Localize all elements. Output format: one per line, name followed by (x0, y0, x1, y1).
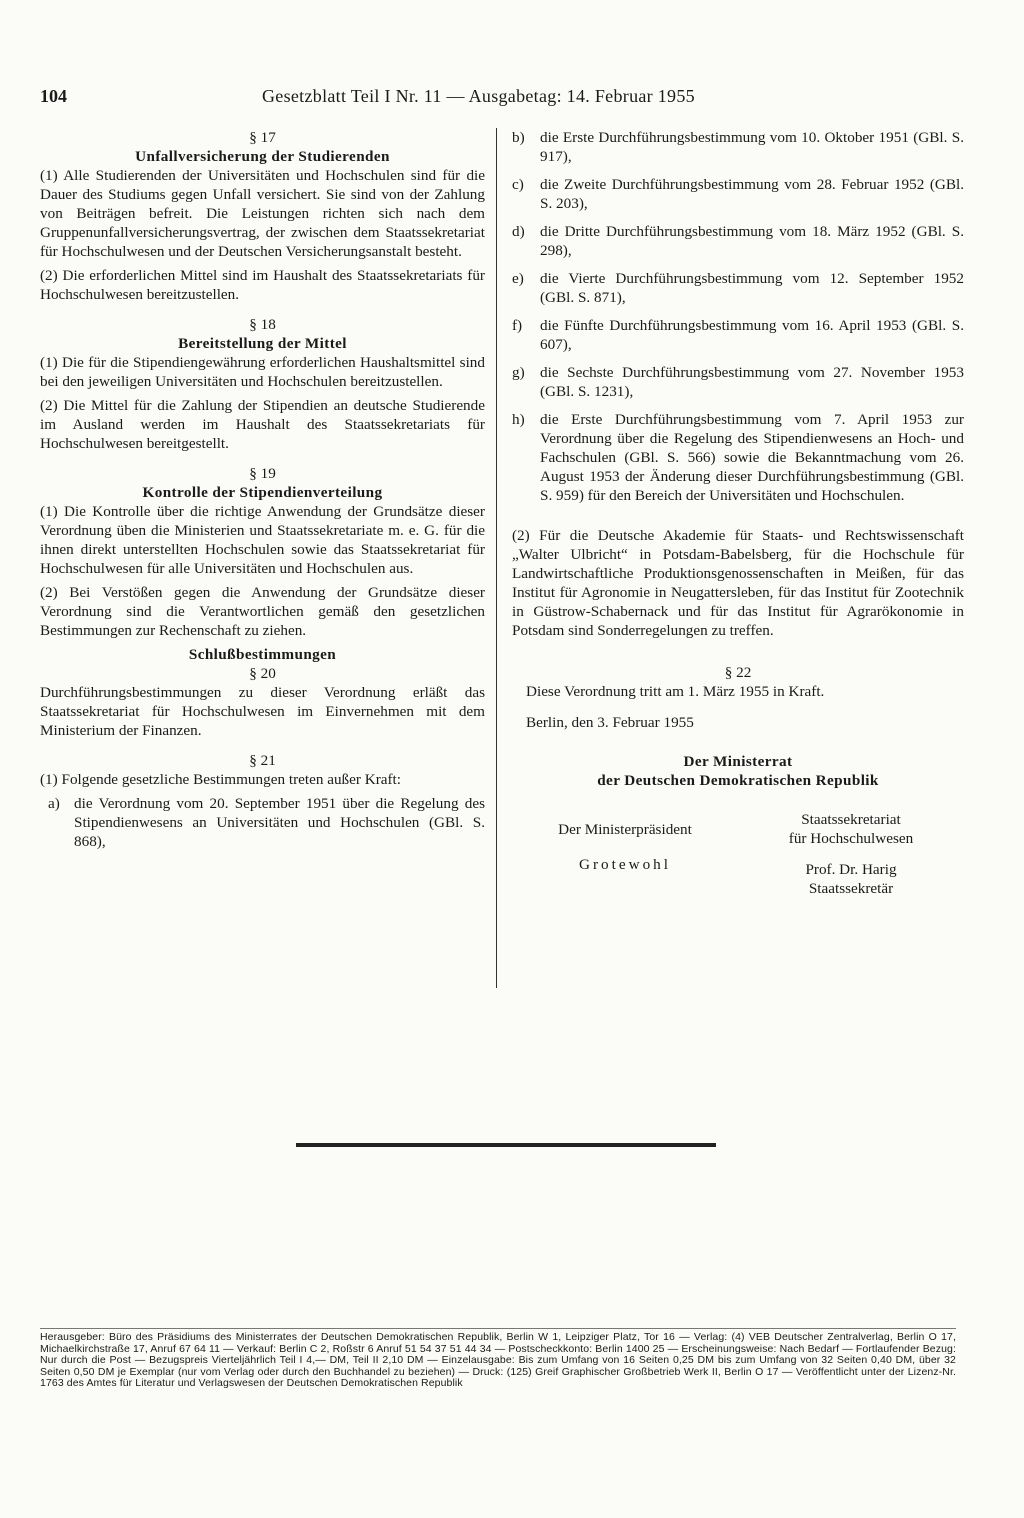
list-item-text: die Sechste Durchführungsbestimmung vom 27. November 1953 (GBl. S. 1231), (540, 364, 964, 400)
secretary-role: Staatssekretär (808, 880, 894, 897)
list-item-c (512, 175, 964, 213)
section-18-number: § 18 (249, 316, 276, 333)
final-provisions-heading: Schlußbestimmungen (188, 646, 337, 663)
imprint: Herausgeber: Büro des Präsidiums des Ministerrates der Deutschen Demokratischen Republik, Berlin W 1, Leipziger Platz, Tor 16 — Verlag: (4) VEB Deutscher Zentralverlag, Berlin O 17, Michaelkirchstraße 17, Anruf 67 64 11 — Verkauf: Berlin C 2, Roßstr 6 Anruf 51 54 37 51 44 34 — Postscheckkonto: Berlin 1400 25 — Erscheinungsweise: Nach Bedarf — Fortlaufender Bezug: Nur durch die Post — Bezugspreis Vierteljährlich Teil I 4,— DM, Teil II 2,10 DM — Einzelausgabe: Bis zum Umfang von 16 Seiten 0,25 DM bis zum Umfang von 32 Seiten 0,40 DM, über 32 Seiten 0,50 DM je Exemplar (nur vom Verlag oder durch den Buchhandel zu beziehen) — Druck: (125) Greif Graphischer Großbetrieb Werk II, Berlin O 17 — Veröffentlicht unter der Lizenz-Nr. 1763 des Amtes für Literatur und Verlagswesen der Deutschen Demokratischen Republik (40, 1331, 956, 1390)
signature-left (512, 810, 738, 898)
right-column (512, 128, 964, 898)
decorative-rule (296, 1143, 716, 1147)
list-item-f (512, 316, 964, 354)
column-divider (496, 128, 497, 988)
secretary-name: Prof. Dr. Harig (805, 861, 897, 878)
list-item-text: die Vierte Durchführungsbestimmung vom 12. September 1952 (GBl. S. 871), (540, 270, 964, 306)
council-line-1: Der Ministerrat (683, 753, 793, 770)
list-item-a (40, 794, 485, 851)
list-item-label: f) (512, 317, 523, 334)
list-item-g (512, 363, 964, 401)
page-header (40, 86, 780, 112)
place-date: Berlin, den 3. Februar 1955 (526, 714, 694, 731)
section-21-paragraph-2: (2) Für die Deutsche Akademie für Staats- und Rechtswissenschaft „Walter Ulbricht“ in Potsdam-Babelsberg, für die Hochschule für Landwirtschaftliche Produktionsgenossenschaften in Meißen, für das Institut für Agronomie in Neugattersleben, für das Institut für Zootechnik in Güstrow-Schabernack und für das Institut für Agrarökonomie in Potsdam sind Sonderregelungen zu treffen. (512, 527, 964, 639)
list-item-text: die Dritte Durchführungsbestimmung vom 18. März 1952 (GBl. S. 298), (540, 223, 964, 259)
section-17-title: Unfallversicherung der Studierenden (135, 148, 390, 165)
section-20-paragraph: Durchführungsbestimmungen zu dieser Verordnung erläßt das Staatssekretariat für Hochschulwesen im Einvernehmen mit dem Ministerium der Finanzen. (40, 684, 485, 739)
section-17-paragraph-2: (2) Die erforderlichen Mittel sind im Haushalt des Staatssekretariats für Hochschulwesen bereitzustellen. (40, 267, 485, 303)
section-21-number: § 21 (249, 752, 276, 769)
section-22-paragraph: Diese Verordnung tritt am 1. März 1955 in Kraft. (526, 683, 825, 700)
list-item-text: die Erste Durchführungsbestimmung vom 7. April 1953 zur Verordnung über die Regelung des Stipendienwesens an Hoch- und Fachschulen (GBl. S. 566) sowie die Bekanntmachung vom 26. August 1953 der Änderung dieser Durchführungsbestimmung (GBl. S. 959) für den Bereich der Universitäten und Hochschulen. (540, 411, 964, 504)
list-item-label: a) (48, 795, 60, 812)
list-item-text: die Erste Durchführungsbestimmung vom 10. Oktober 1951 (GBl. S. 917), (540, 129, 964, 165)
section-19-paragraph-2: (2) Bei Verstößen gegen die Anwendung der Grundsätze dieser Verordnung sind die Verantwortlichen gemäß den gesetzlichen Bestimmungen zur Rechenschaft zu ziehen. (40, 584, 485, 639)
left-column (40, 128, 485, 851)
list-item-label: h) (512, 411, 525, 428)
section-20-number: § 20 (249, 665, 276, 682)
list-item-h (512, 410, 964, 505)
section-17-number: § 17 (249, 129, 276, 146)
signature-row (512, 810, 964, 898)
signature-right (738, 810, 964, 898)
section-19-number: § 19 (249, 465, 276, 482)
secretariat-title-1: Staatssekretariat (801, 811, 901, 828)
secretariat-title-2: für Hochschulwesen (788, 830, 914, 847)
list-item-text: die Zweite Durchführungsbestimmung vom 28. Februar 1952 (GBl. S. 203), (540, 176, 964, 212)
list-item-label: b) (512, 129, 525, 146)
list-item-b (512, 128, 964, 166)
council-line-2: der Deutschen Demokratischen Republik (597, 772, 879, 789)
list-item-label: g) (512, 364, 525, 381)
prime-minister-title: Der Ministerpräsident (558, 821, 692, 838)
list-item-d (512, 222, 964, 260)
section-21-paragraph-1: (1) Folgende gesetzliche Bestimmungen treten außer Kraft: (40, 771, 401, 788)
section-18-paragraph-2: (2) Die Mittel für die Zahlung der Stipendien an deutsche Studierende im Ausland werden im Haushalt des Staatssekretariats für Hochschulwesen bereitgestellt. (40, 397, 485, 452)
list-item-label: d) (512, 223, 525, 240)
prime-minister-name: Grotewohl (579, 856, 671, 873)
list-item-label: e) (512, 270, 524, 287)
section-18-title: Bereitstellung der Mittel (178, 335, 347, 352)
section-18-paragraph-1: (1) Die für die Stipendiengewährung erforderlichen Haushaltsmittel sind bei den jeweiligen Universitäten und Hochschulen bereitzustellen. (40, 354, 485, 390)
imprint-divider (40, 1328, 956, 1329)
section-22-number: § 22 (724, 664, 752, 681)
section-17-paragraph-1: (1) Alle Studierenden der Universitäten und Hochschulen sind für die Dauer des Studiums gegen Unfall versichert. Sie sind von der Zahlung von Beiträgen befreit. Die Leistungen richten sich nach dem Gruppenunfallversicherungsvertrag, der zwischen dem Staatssekretariat für Hochschulwesen und der Deutschen Versicherungsanstalt besteht. (40, 167, 485, 260)
list-item-text: die Fünfte Durchführungsbestimmung vom 16. April 1953 (GBl. S. 607), (540, 317, 964, 353)
section-19-paragraph-1: (1) Die Kontrolle über die richtige Anwendung der Grundsätze dieser Verordnung üben die Ministerien und Staatssekretariate m. e. G. für die ihnen direkt unterstellten Hochschulen sowie das Staatssekretariat für Hochschulwesen für alle Universitäten und Hochschulen aus. (40, 503, 485, 577)
page-number: 104 (40, 86, 67, 106)
header-title: Gesetzblatt Teil I Nr. 11 — Ausgabetag: 14. Februar 1955 (262, 86, 695, 106)
list-item-label: c) (512, 176, 524, 193)
section-19-title: Kontrolle der Stipendienverteilung (142, 484, 383, 501)
signature-block (512, 713, 964, 898)
list-item-text: die Verordnung vom 20. September 1951 über die Regelung des Stipendienwesens an Universitäten und Hochschulen (GBl. S. 868), (74, 795, 485, 850)
list-item-e (512, 269, 964, 307)
